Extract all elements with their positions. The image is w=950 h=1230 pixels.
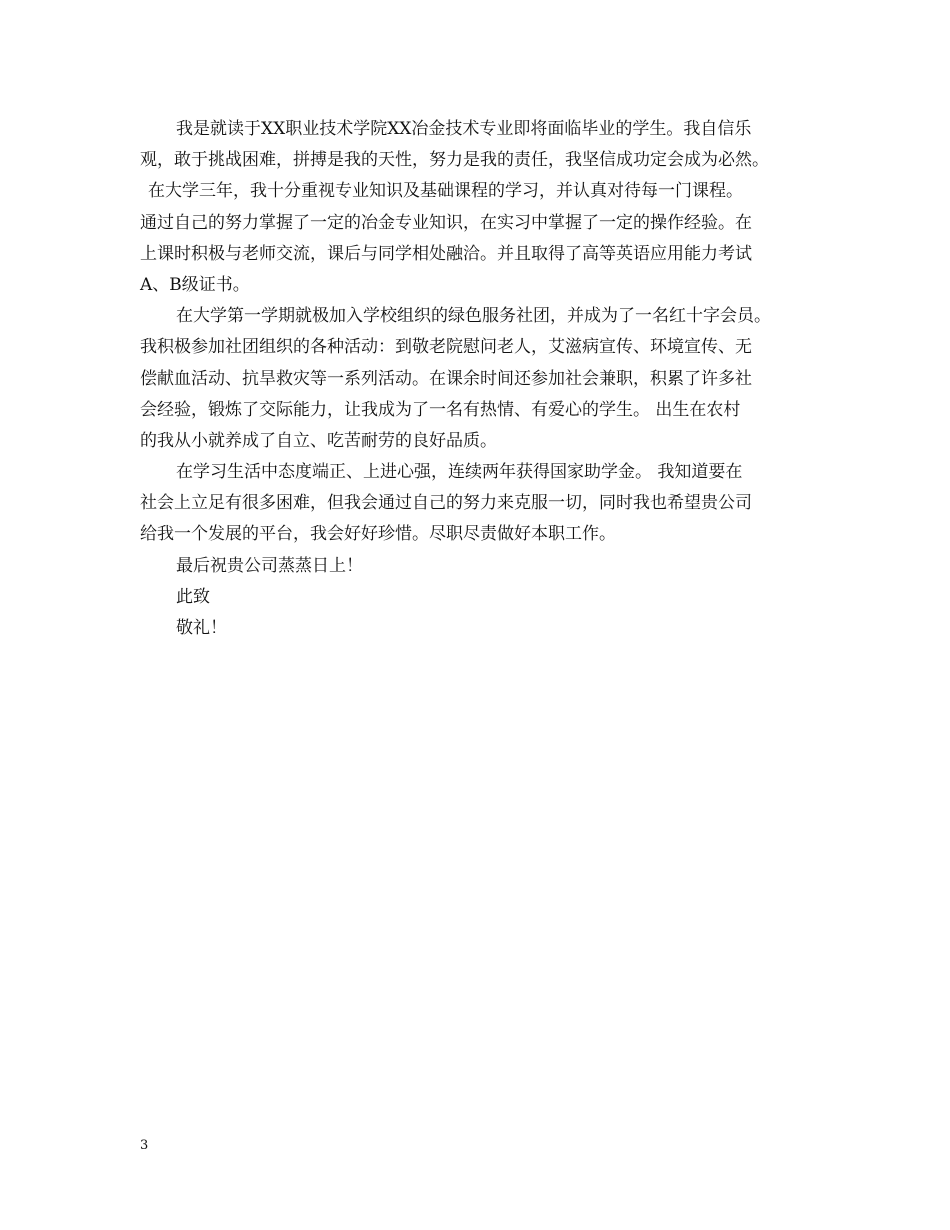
body-line: 在大学三年，我十分重视专业知识及基础课程的学习，并认真对待每一门课程。 bbox=[148, 181, 743, 202]
body-line: 通过自己的努力掌握了一定的冶金专业知识，在实习中掌握了一定的操作经验。在 bbox=[140, 212, 752, 233]
body-line: 给我一个发展的平台，我会好好珍惜。尽职尽责做好本职工作。 bbox=[140, 524, 616, 545]
closing-salutation: 此致 bbox=[176, 586, 210, 607]
body-line: A、B级证书。 bbox=[140, 274, 250, 295]
body-line: 社会上立足有很多困难，但我会通过自己的努力来克服一切，同时我也希望贵公司 bbox=[140, 493, 752, 514]
body-line: 偿献血活动、抗旱救灾等一系列活动。在课余时间还参加社会兼职，积累了许多社 bbox=[140, 368, 752, 389]
body-line: 在大学第一学期就极加入学校组织的绿色服务社团，并成为了一名红十字会员。 bbox=[176, 306, 771, 327]
body-line: 观，敢于挑战困难，拼搏是我的天性，努力是我的责任，我坚信成功定会成为必然。 bbox=[140, 150, 769, 171]
page-number: 3 bbox=[140, 1138, 149, 1153]
body-line: 我是就读于XX职业技术学院XX冶金技术专业即将面临毕业的学生。我自信乐 bbox=[176, 119, 752, 139]
body-line: 上课时积极与老师交流，课后与同学相处融洽。并且取得了高等英语应用能力考试 bbox=[140, 243, 752, 264]
closing-wish: 最后祝贵公司蒸蒸日上！ bbox=[176, 555, 363, 576]
body-line: 的我从小就养成了自立、吃苦耐劳的良好品质。 bbox=[140, 430, 497, 451]
body-line: 在学习生活中态度端正、上进心强，连续两年获得国家助学金。 我知道要在 bbox=[176, 462, 743, 483]
letter-body bbox=[140, 114, 830, 644]
closing-regards: 敬礼！ bbox=[176, 618, 227, 638]
body-line: 我积极参加社团组织的各种活动：到敬老院慰问老人，艾滋病宣传、环境宣传、无 bbox=[140, 337, 752, 358]
body-line: 会经验，锻炼了交际能力，让我成为了一名有热情、有爱心的学生。 出生在农村 bbox=[140, 399, 741, 420]
